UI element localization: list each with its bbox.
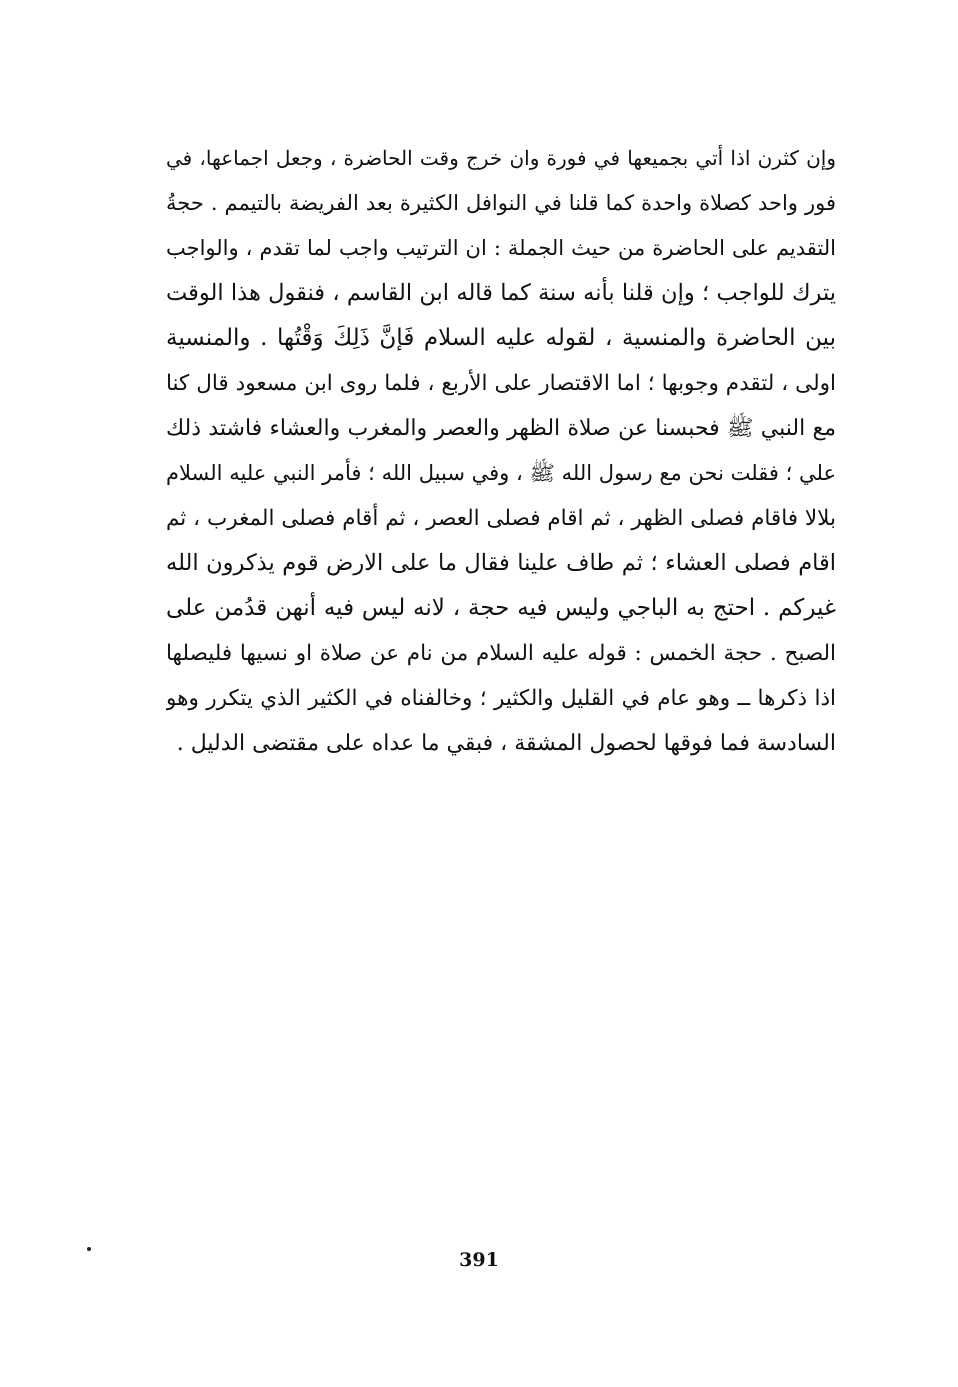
text-line: السادسة فما فوقها لحصول المشقة ، فبقي ما عداه على مقتضى الدليل . xyxy=(176,731,836,756)
page-number: 391 xyxy=(459,1249,499,1271)
text-line: اذا ذكرها ــ وهو عام في القليل والكثير ؛ وخالفناه في الكثير الذي يتكرر وهو xyxy=(166,686,836,711)
text-line: التقديم على الحاضرة من حيث الجملة : ان الترتيب واجب لما تقدم ، والواجب xyxy=(166,236,836,260)
text-line: اولى ، لتقدم وجوبها ؛ اما الاقتصار على الأربع ، فلما روى ابن مسعود قال كنا xyxy=(166,371,836,396)
text-line: مع النبي ﷺ فحبسنا عن صلاة الظهر والعصر والمغرب والعشاء فاشتد ذلك xyxy=(166,416,836,441)
text-line: اقام فصلى العشاء ؛ ثم طاف علينا فقال ما على الارض قوم يذكرون الله xyxy=(166,550,836,576)
text-line: وإن كثرن اذا أتي بجميعها في فورة وان خرج وقت الحاضرة ، وجعل اجماعها، في xyxy=(166,146,836,170)
text-line: بلالا فاقام فصلى الظهر ، ثم اقام فصلى العصر ، ثم أقام فصلى المغرب ، ثم xyxy=(166,506,836,531)
body-text xyxy=(166,136,836,766)
text-line: علي ؛ فقلت نحن مع رسول الله ﷺ ، وفي سبيل الله ؛ فأمر النبي عليه السلام xyxy=(166,461,836,485)
text-line: غيركم . احتج به الباجي وليس فيه حجة ، لانه ليس فيه أنهن قدُمن على xyxy=(166,595,836,621)
text-line: يترك للواجب ؛ وإن قلنا بأنه سنة كما قاله ابن القاسم ، فنقول هذا الوقت xyxy=(166,280,836,306)
text-line: بين الحاضرة والمنسية ، لقوله عليه السلام فَإنَّ ذَلِكَ وَقْتُها . والمنسية xyxy=(166,325,836,351)
text-line: الصبح . حجة الخمس : قوله عليه السلام من نام عن صلاة او نسيها فليصلها xyxy=(166,641,836,666)
text-line: فور واحد كصلاة واحدة كما قلنا في النوافل الكثيرة بعد الفريضة بالتيمم . حجةُ xyxy=(166,191,836,215)
